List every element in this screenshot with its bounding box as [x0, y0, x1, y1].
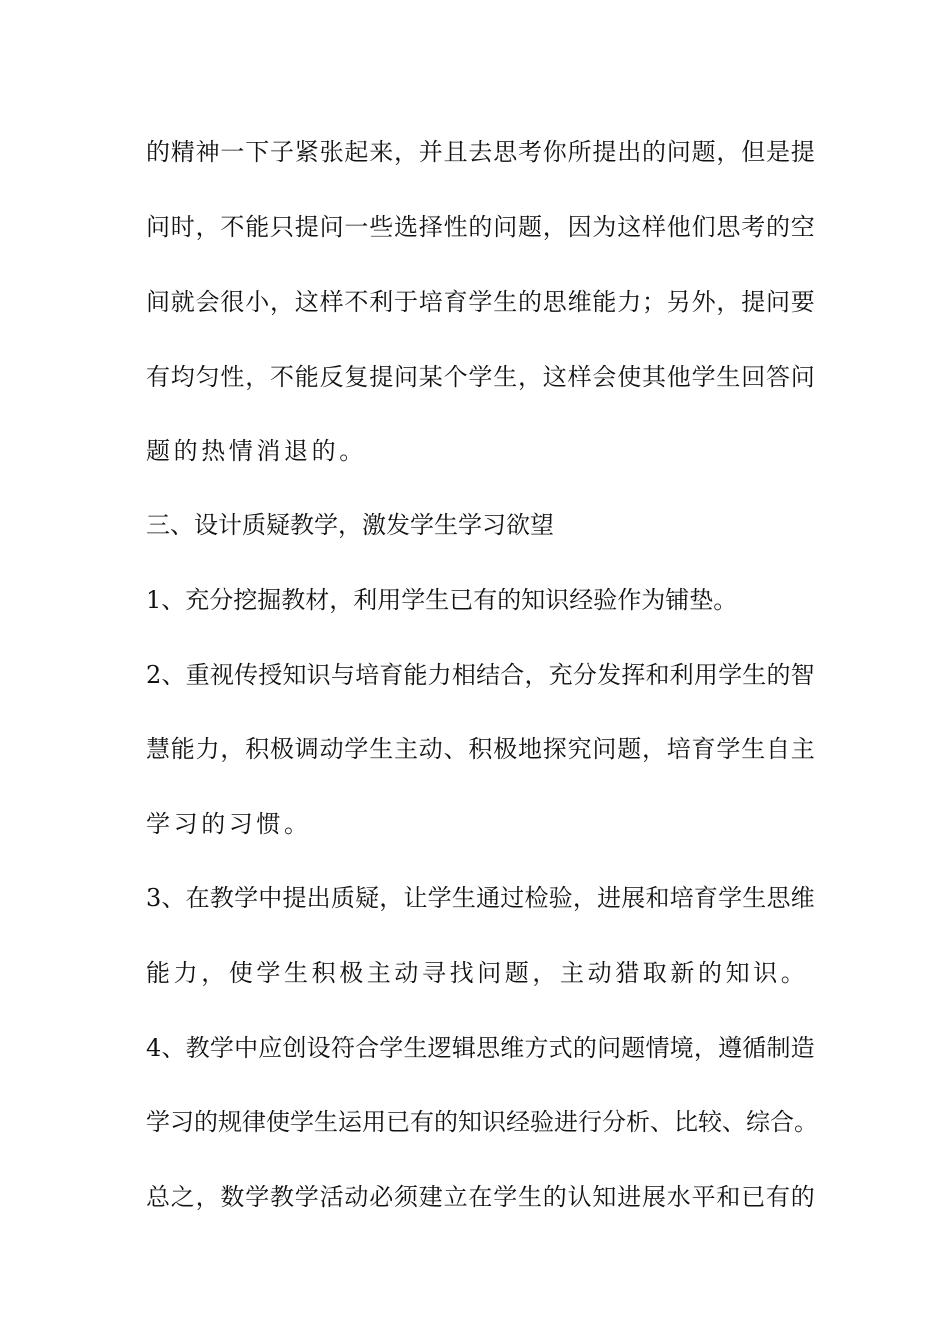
- paragraph-line: 问时，不能只提问一些选择性的问题，因为这样他们思考的空: [146, 213, 816, 241]
- paragraph-line: 有均匀性，不能反复提问某个学生，这样会使其他学生回答问: [146, 363, 816, 391]
- list-item: 1、充分挖掘教材，利用学生已有的知识经验作为铺垫。: [146, 586, 738, 614]
- paragraph-line: 学习的规律使学生运用已有的知识经验进行分析、比较、综合。: [146, 1108, 818, 1136]
- list-item: 2、重视传授知识与培育能力相结合，充分发挥和利用学生的智: [146, 661, 815, 689]
- paragraph-line: 学习的习惯。: [146, 810, 312, 838]
- section-heading: 三、设计质疑教学，激发学生学习欲望: [146, 511, 554, 539]
- paragraph-line: 慧能力，积极调动学生主动、积极地探究问题，培育学生自主: [146, 735, 816, 763]
- paragraph-line: 题的热情消退的。: [146, 437, 367, 465]
- paragraph-line: 总之，数学教学活动必须建立在学生的认知进展水平和已有的: [146, 1183, 816, 1211]
- list-item: 3、在教学中提出质疑，让学生通过检验，进展和培育学生思维: [146, 884, 815, 912]
- paragraph-line: 间就会很小，这样不利于培育学生的思维能力；另外，提问要: [146, 288, 816, 316]
- paragraph-line: 能力，使学生积极主动寻找问题，主动猎取新的知识。: [146, 959, 809, 987]
- list-item: 4、教学中应创设符合学生逻辑思维方式的问题情境，遵循制造: [146, 1034, 815, 1062]
- paragraph-line: 的精神一下子紧张起来，并且去思考你所提出的问题，但是提: [146, 138, 816, 166]
